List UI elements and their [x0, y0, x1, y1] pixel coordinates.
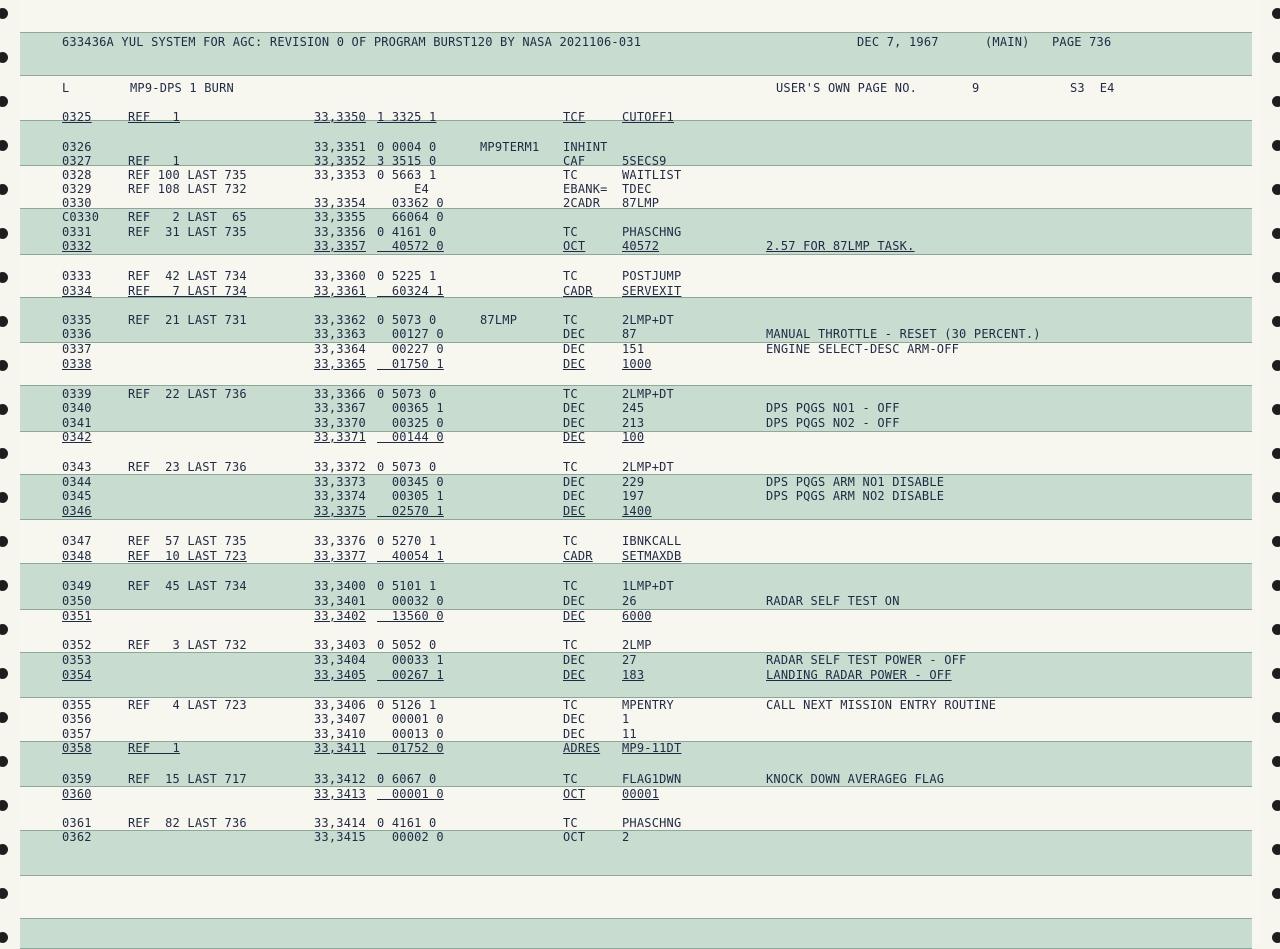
octal-word: 0 5073 0	[377, 387, 437, 401]
feed-hole	[1272, 404, 1280, 415]
octal-word: 60324 1	[377, 284, 444, 298]
opcode: TC	[563, 638, 578, 652]
octal-word: 0 5225 1	[377, 269, 437, 283]
comment: CALL NEXT MISSION ENTRY ROUTINE	[766, 698, 997, 712]
line-number: 0340	[62, 401, 92, 415]
ref-info: REF 21 LAST 731	[128, 313, 247, 327]
comment: KNOCK DOWN AVERAGEG FLAG	[766, 772, 945, 786]
ref-info: REF 15 LAST 717	[128, 772, 247, 786]
left-tractor-feed	[0, 0, 20, 947]
feed-hole	[1272, 712, 1280, 723]
ref-info: REF 45 LAST 734	[128, 579, 247, 593]
line-number: 0341	[62, 416, 92, 430]
operand: FLAG1DWN	[622, 772, 682, 786]
address: 33,3403	[314, 638, 366, 652]
comment: RADAR SELF TEST POWER - OFF	[766, 653, 967, 667]
address: 33,3402	[314, 609, 366, 623]
opcode: TC	[563, 534, 578, 548]
address: 33,3352	[314, 154, 366, 168]
address: 33,3354	[314, 196, 366, 210]
line-number: 0327	[62, 154, 92, 168]
feed-hole	[0, 404, 8, 415]
operand: 2	[622, 830, 630, 844]
comment: LANDING RADAR POWER - OFF	[766, 668, 952, 682]
operand: 1400	[622, 504, 652, 518]
line-number: 0330	[62, 196, 92, 210]
line-number: 0360	[62, 787, 92, 801]
address: 33,3366	[314, 387, 366, 401]
users-page-number: 9	[972, 81, 980, 95]
opcode: TC	[563, 579, 578, 593]
operand: 87LMP	[622, 196, 660, 210]
ref-info: REF 10 LAST 723	[128, 549, 247, 563]
address: 33,3377	[314, 549, 366, 563]
opcode: DEC	[563, 489, 586, 503]
feed-hole	[0, 8, 8, 19]
comment: MANUAL THROTTLE - RESET (30 PERCENT.)	[766, 327, 1041, 341]
opcode: TC	[563, 816, 578, 830]
operand: 151	[622, 342, 645, 356]
comment: DPS PQGS NO1 - OFF	[766, 401, 900, 415]
opcode: DEC	[563, 668, 586, 682]
section-title: MP9-DPS 1 BURN	[130, 81, 234, 95]
opcode: DEC	[563, 727, 586, 741]
octal-word: 0 5101 1	[377, 579, 437, 593]
feed-hole	[1272, 360, 1280, 371]
address: 33,3406	[314, 698, 366, 712]
octal-word: 00013 0	[377, 727, 444, 741]
opcode: EBANK=	[563, 182, 608, 196]
address: 33,3371	[314, 430, 366, 444]
ref-info: REF 57 LAST 735	[128, 534, 247, 548]
feed-hole	[1272, 96, 1280, 107]
address: 33,3357	[314, 239, 366, 253]
ref-info: REF 1	[128, 110, 180, 124]
feed-hole	[0, 52, 8, 63]
octal-word: 00325 0	[377, 416, 444, 430]
comment: RADAR SELF TEST ON	[766, 594, 900, 608]
operand: 2LMP+DT	[622, 387, 674, 401]
address: 33,3376	[314, 534, 366, 548]
octal-word: 00033 1	[377, 653, 444, 667]
line-number: 0337	[62, 342, 92, 356]
operand: MPENTRY	[622, 698, 674, 712]
operand: 2LMP+DT	[622, 460, 674, 474]
operand: 26	[622, 594, 637, 608]
feed-hole	[0, 536, 8, 547]
opcode: DEC	[563, 401, 586, 415]
operand: 229	[622, 475, 645, 489]
operand: WAITLIST	[622, 168, 682, 182]
feed-hole	[1272, 580, 1280, 591]
greenbar-band	[20, 830, 1252, 876]
address: 33,3407	[314, 712, 366, 726]
octal-word: 0 5073 0	[377, 460, 437, 474]
comment: 2.57 FOR 87LMP TASK.	[766, 239, 915, 253]
octal-word: 1 3325 1	[377, 110, 437, 124]
operand: 87	[622, 327, 637, 341]
feed-hole	[1272, 800, 1280, 811]
feed-hole	[0, 360, 8, 371]
feed-hole	[1272, 316, 1280, 327]
operand: PHASCHNG	[622, 225, 682, 239]
line-number: 0334	[62, 284, 92, 298]
address: 33,3356	[314, 225, 366, 239]
octal-word: 00267 1	[377, 668, 444, 682]
ref-info: REF 1	[128, 154, 180, 168]
feed-hole	[0, 492, 8, 503]
opcode: TC	[563, 269, 578, 283]
address: 33,3415	[314, 830, 366, 844]
operand: 213	[622, 416, 645, 430]
octal-word: 0 5126 1	[377, 698, 437, 712]
opcode: DEC	[563, 712, 586, 726]
feed-hole	[0, 888, 8, 899]
octal-word: E4	[377, 182, 429, 196]
feed-hole	[0, 932, 8, 943]
line-number: 0326	[62, 140, 92, 154]
line-number: 0358	[62, 741, 92, 755]
operand: 6000	[622, 609, 652, 623]
address: 33,3353	[314, 168, 366, 182]
feed-hole	[0, 756, 8, 767]
opcode: TC	[563, 313, 578, 327]
line-number: 0361	[62, 816, 92, 830]
octal-word: 3 3515 0	[377, 154, 437, 168]
address: 33,3372	[314, 460, 366, 474]
operand: PHASCHNG	[622, 816, 682, 830]
line-number: 0362	[62, 830, 92, 844]
feed-hole	[0, 800, 8, 811]
symbol-label: MP9TERM1	[480, 140, 540, 154]
line-number: 0336	[62, 327, 92, 341]
opcode: TC	[563, 387, 578, 401]
feed-hole	[1272, 932, 1280, 943]
feed-hole	[1272, 492, 1280, 503]
comment: DPS PQGS ARM NO1 DISABLE	[766, 475, 945, 489]
feed-hole	[0, 712, 8, 723]
octal-word: 40054 1	[377, 549, 444, 563]
operand: 11	[622, 727, 637, 741]
line-number: 0353	[62, 653, 92, 667]
octal-word: 00144 0	[377, 430, 444, 444]
opcode: TC	[563, 168, 578, 182]
octal-word: 01752 0	[377, 741, 444, 755]
octal-word: 00227 0	[377, 342, 444, 356]
address: 33,3410	[314, 727, 366, 741]
operand: 1LMP+DT	[622, 579, 674, 593]
line-number: 0329	[62, 182, 92, 196]
feed-hole	[0, 96, 8, 107]
line-number: C0330	[62, 210, 100, 224]
line-number: 0356	[62, 712, 92, 726]
feed-hole	[1272, 184, 1280, 195]
line-number: 0343	[62, 460, 92, 474]
users-page-label: USER'S OWN PAGE NO.	[776, 81, 918, 95]
operand: 40572	[622, 239, 660, 253]
octal-word: 0 4161 0	[377, 816, 437, 830]
opcode: OCT	[563, 830, 586, 844]
opcode: INHINT	[563, 140, 608, 154]
ref-info: REF 82 LAST 736	[128, 816, 247, 830]
octal-word: 00127 0	[377, 327, 444, 341]
opcode: DEC	[563, 653, 586, 667]
corner-code: S3 E4	[1070, 81, 1115, 95]
address: 33,3365	[314, 357, 366, 371]
line-number: 0347	[62, 534, 92, 548]
operand: 245	[622, 401, 645, 415]
line-number: 0333	[62, 269, 92, 283]
line-number: 0325	[62, 110, 92, 124]
operand: 2LMP+DT	[622, 313, 674, 327]
octal-word: 00032 0	[377, 594, 444, 608]
feed-hole	[1272, 844, 1280, 855]
opcode: DEC	[563, 594, 586, 608]
octal-word: 03362 0	[377, 196, 444, 210]
octal-word: 02570 1	[377, 504, 444, 518]
line-number: 0352	[62, 638, 92, 652]
operand: POSTJUMP	[622, 269, 682, 283]
octal-word: 00365 1	[377, 401, 444, 415]
line-number: 0354	[62, 668, 92, 682]
operand: CUTOFF1	[622, 110, 674, 124]
operand: 5SECS9	[622, 154, 667, 168]
operand: 2LMP	[622, 638, 652, 652]
octal-word: 0 4161 0	[377, 225, 437, 239]
header-title: 633436A YUL SYSTEM FOR AGC: REVISION 0 OF PROGRAM BURST120 BY NASA 2021106-031	[62, 35, 642, 49]
operand: MP9-11DT	[622, 741, 682, 755]
address: 33,3414	[314, 816, 366, 830]
feed-hole	[0, 580, 8, 591]
address: 33,3362	[314, 313, 366, 327]
ref-info: REF 22 LAST 736	[128, 387, 247, 401]
feed-hole	[0, 668, 8, 679]
ref-info: REF 3 LAST 732	[128, 638, 247, 652]
feed-hole	[1272, 448, 1280, 459]
octal-word: 0 5073 0	[377, 313, 437, 327]
operand: IBNKCALL	[622, 534, 682, 548]
opcode: 2CADR	[563, 196, 601, 210]
octal-word: 66064 0	[377, 210, 444, 224]
opcode: TC	[563, 225, 578, 239]
operand: 00001	[622, 787, 660, 801]
line-number: 0345	[62, 489, 92, 503]
line-number: 0338	[62, 357, 92, 371]
operand: 27	[622, 653, 637, 667]
feed-hole	[1272, 52, 1280, 63]
operand: 197	[622, 489, 645, 503]
feed-hole	[1272, 272, 1280, 283]
header-date: DEC 7, 1967	[857, 35, 939, 49]
address: 33,3401	[314, 594, 366, 608]
header-page: PAGE 736	[1052, 35, 1112, 49]
operand: 100	[622, 430, 645, 444]
opcode: CAF	[563, 154, 586, 168]
address: 33,3412	[314, 772, 366, 786]
symbol-label: 87LMP	[480, 313, 518, 327]
octal-word: 01750 1	[377, 357, 444, 371]
line-number: 0359	[62, 772, 92, 786]
feed-hole	[0, 316, 8, 327]
ref-info: REF 2 LAST 65	[128, 210, 247, 224]
header-section: (MAIN)	[985, 35, 1030, 49]
octal-word: 0 5663 1	[377, 168, 437, 182]
address: 33,3374	[314, 489, 366, 503]
line-number: 0342	[62, 430, 92, 444]
comment: DPS PQGS ARM NO2 DISABLE	[766, 489, 945, 503]
opcode: OCT	[563, 787, 586, 801]
comment: ENGINE SELECT-DESC ARM-OFF	[766, 342, 960, 356]
opcode: CADR	[563, 284, 593, 298]
line-number: 0346	[62, 504, 92, 518]
feed-hole	[0, 448, 8, 459]
octal-word: 0 6067 0	[377, 772, 437, 786]
opcode: CADR	[563, 549, 593, 563]
octal-word: 00345 0	[377, 475, 444, 489]
octal-word: 0 5270 1	[377, 534, 437, 548]
line-number: 0357	[62, 727, 92, 741]
opcode: DEC	[563, 327, 586, 341]
feed-hole	[1272, 8, 1280, 19]
octal-word: 13560 0	[377, 609, 444, 623]
address: 33,3360	[314, 269, 366, 283]
opcode: DEC	[563, 609, 586, 623]
feed-hole	[1272, 624, 1280, 635]
operand: 1	[622, 712, 630, 726]
feed-hole	[1272, 228, 1280, 239]
log-marker: L	[62, 81, 70, 95]
ref-info: REF 42 LAST 734	[128, 269, 247, 283]
address: 33,3367	[314, 401, 366, 415]
operand: SERVEXIT	[622, 284, 682, 298]
opcode: DEC	[563, 430, 586, 444]
address: 33,3364	[314, 342, 366, 356]
right-tractor-feed	[1260, 0, 1280, 947]
address: 33,3405	[314, 668, 366, 682]
ref-info: REF 4 LAST 723	[128, 698, 247, 712]
octal-word: 0 5052 0	[377, 638, 437, 652]
line-number: 0351	[62, 609, 92, 623]
opcode: ADRES	[563, 741, 601, 755]
feed-hole	[0, 624, 8, 635]
address: 33,3355	[314, 210, 366, 224]
feed-hole	[0, 844, 8, 855]
octal-word: 00001 0	[377, 712, 444, 726]
feed-hole	[0, 184, 8, 195]
opcode: DEC	[563, 357, 586, 371]
opcode: DEC	[563, 504, 586, 518]
greenbar-band	[20, 918, 1252, 949]
octal-word: 00305 1	[377, 489, 444, 503]
address: 33,3351	[314, 140, 366, 154]
address: 33,3411	[314, 741, 366, 755]
opcode: DEC	[563, 342, 586, 356]
line-number: 0350	[62, 594, 92, 608]
address: 33,3363	[314, 327, 366, 341]
address: 33,3350	[314, 110, 366, 124]
ref-info: REF 31 LAST 735	[128, 225, 247, 239]
address: 33,3400	[314, 579, 366, 593]
ref-info: REF 100 LAST 735	[128, 168, 247, 182]
opcode: TC	[563, 460, 578, 474]
feed-hole	[0, 140, 8, 151]
line-number: 0331	[62, 225, 92, 239]
line-number: 0335	[62, 313, 92, 327]
feed-hole	[1272, 536, 1280, 547]
opcode: TC	[563, 772, 578, 786]
ref-info: REF 1	[128, 741, 180, 755]
operand: TDEC	[622, 182, 652, 196]
octal-word: 0 0004 0	[377, 140, 437, 154]
line-number: 0339	[62, 387, 92, 401]
ref-info: REF 7 LAST 734	[128, 284, 247, 298]
feed-hole	[1272, 668, 1280, 679]
address: 33,3375	[314, 504, 366, 518]
feed-hole	[0, 272, 8, 283]
opcode: TC	[563, 698, 578, 712]
feed-hole	[0, 228, 8, 239]
feed-hole	[1272, 888, 1280, 899]
line-number: 0328	[62, 168, 92, 182]
address: 33,3404	[314, 653, 366, 667]
line-number: 0348	[62, 549, 92, 563]
feed-hole	[1272, 140, 1280, 151]
operand: 183	[622, 668, 645, 682]
octal-word: 00002 0	[377, 830, 444, 844]
ref-info: REF 108 LAST 732	[128, 182, 247, 196]
feed-hole	[1272, 756, 1280, 767]
comment: DPS PQGS NO2 - OFF	[766, 416, 900, 430]
opcode: OCT	[563, 239, 586, 253]
address: 33,3370	[314, 416, 366, 430]
opcode: TCF	[563, 110, 586, 124]
address: 33,3373	[314, 475, 366, 489]
line-number: 0355	[62, 698, 92, 712]
ref-info: REF 23 LAST 736	[128, 460, 247, 474]
line-number: 0349	[62, 579, 92, 593]
opcode: DEC	[563, 475, 586, 489]
opcode: DEC	[563, 416, 586, 430]
line-number: 0332	[62, 239, 92, 253]
operand: SETMAXDB	[622, 549, 682, 563]
octal-word: 00001 0	[377, 787, 444, 801]
address: 33,3413	[314, 787, 366, 801]
octal-word: 40572 0	[377, 239, 444, 253]
operand: 1000	[622, 357, 652, 371]
address: 33,3361	[314, 284, 366, 298]
line-number: 0344	[62, 475, 92, 489]
